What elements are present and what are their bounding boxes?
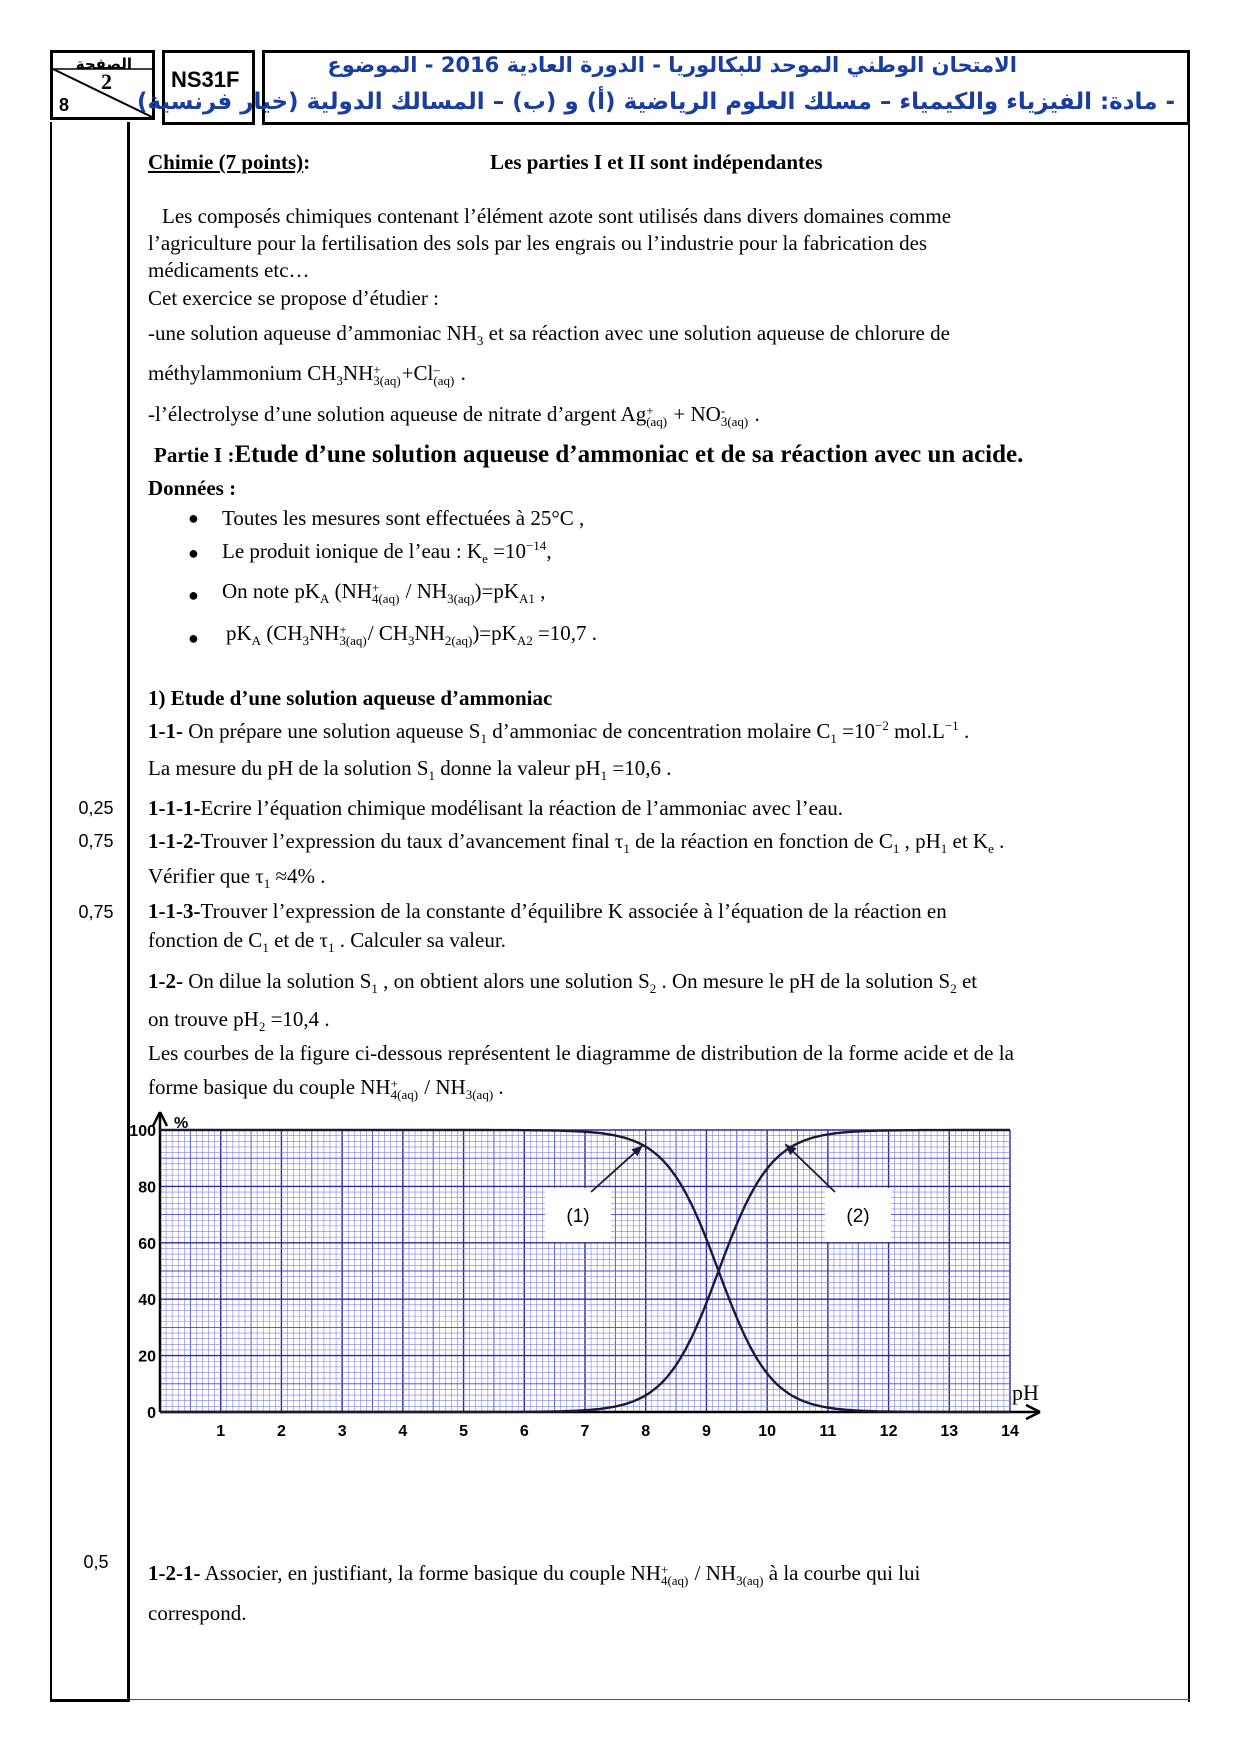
distribution-diagram: [129, 1108, 1175, 1488]
y-tick-label: 0: [147, 1405, 156, 1422]
points-q111: 0,25: [78, 798, 114, 818]
x-tick-label: 14: [1001, 1423, 1019, 1440]
x-tick-label: 1: [216, 1423, 226, 1440]
bullet-icon: ●: [188, 508, 199, 528]
intro-line-3: médicaments etc…: [148, 258, 310, 282]
q11-line1: 1-1- On prépare une solution aqueuse $S_1$ d’ammoniac de concentration molaire $C_1 =10^{-2}$ $mol.L^{-1}$ .: [148, 718, 970, 747]
section-title: Chimie (7 points):: [148, 150, 311, 174]
donnee-3: On note $pK_A$ (NH+ $4(aq) / NH_{3(aq)})=pK_{A1}$ ,: [222, 579, 546, 607]
x-tick-label: 2: [276, 1423, 286, 1440]
q11-line2: La mesure du pH de la solution $S_1$ donne la valeur $pH_1 =10,6$ .: [148, 756, 672, 784]
page-number: 2: [101, 69, 112, 94]
right-border: [1188, 122, 1190, 1702]
bullet-icon: ●: [188, 543, 199, 563]
x-tick-label: 11: [819, 1423, 837, 1440]
q111: 1-1-1-Ecrire l’équation chimique modélisant la réaction de l’ammoniac avec l’eau.: [148, 796, 844, 820]
q112-line2: Vérifier que $\tau_1 \approx 4\%$ .: [148, 864, 326, 892]
exam-code: NS31F: [171, 67, 240, 92]
heading-q1: 1) Etude d’une solution aqueuse d’ammoniac: [148, 686, 553, 710]
donnee-4: $pK_A$ ($CH_3NH+$ 3(aq)/ $CH_3NH_{2(aq)})=pK_{A2} =10,7$ .: [226, 621, 598, 649]
q12-para1: Les courbes de la figure ci-dessous représentent le diagramme de distribution de la forme acide et de la: [148, 1041, 1014, 1065]
x-tick-label: 10: [758, 1423, 777, 1440]
y-axis-label: %: [174, 1115, 189, 1132]
page-label: الصفحة: [75, 55, 132, 73]
x-axis-label: pH: [1012, 1380, 1039, 1405]
x-tick-label: 13: [940, 1423, 959, 1440]
q121-line1: 1-2-1- Associer, en justifiant, la forme basique du couple NH+ $4(aq) / NH_{3(aq)}$ à la courbe qui lui: [148, 1561, 921, 1589]
y-tick-label: 20: [138, 1348, 156, 1366]
y-tick-label: 80: [138, 1179, 156, 1197]
q12-line2: on trouve $pH_2 =10,4$ .: [148, 1007, 330, 1035]
x-tick-label: 12: [879, 1423, 898, 1440]
q113-line2: fonction de $C_1$ et de $\tau_1$ . Calculer sa valeur.: [148, 928, 506, 956]
x-tick-label: 6: [519, 1423, 529, 1440]
bullet-icon: ●: [188, 585, 199, 605]
donnee-2: Le produit ionique de l’eau : $K_e =10^{-14}$,: [222, 538, 552, 567]
x-tick-label: 7: [580, 1423, 590, 1440]
intro-line-4: Cet exercice se propose d’étudier :: [148, 286, 439, 310]
y-tick-label: 100: [129, 1123, 156, 1140]
q121-line2: correspond.: [148, 1601, 247, 1625]
y-tick-label: 40: [138, 1292, 156, 1310]
intro-item-1: -une solution aqueuse d’ammoniac $NH_3$ et sa réaction avec une solution aqueuse de chlorure de: [148, 321, 950, 349]
points-q121: 0,5: [83, 1552, 109, 1572]
donnee-1: Toutes les mesures sont effectuées à 25°C ,: [222, 506, 585, 530]
page-total: 8: [59, 95, 70, 115]
intro-line-1: Les composés chimiques contenant l’élément azote sont utilisés dans divers domaines comme: [162, 204, 952, 228]
x-tick-label: 5: [459, 1423, 469, 1440]
q112-line1: 1-1-2-Trouver l’expression du taux d’avancement final $\tau_1$ de la réaction en fonction de $C_1$ , $pH_1$ et $K_e$ .: [148, 829, 1005, 857]
callout-label-2: (2): [846, 1206, 870, 1227]
section-subtitle: Les parties I et II sont indépendantes: [490, 150, 823, 174]
points-q113: 0,75: [78, 902, 114, 922]
bullet-icon: ●: [188, 628, 199, 648]
q113-line1: 1-1-3-Trouver l’expression de la constante d’équilibre K associée à l’équation de la réaction en: [148, 899, 947, 923]
q12-line1: 1-2- On dilue la solution $S_1$ , on obtient alors une solution $S_2$ . On mesure le pH de la solution $S_2$ et: [148, 969, 978, 997]
exam-title-line2: - مادة: الفيزياء والكيمياء – مسلك العلوم الرياضية (أ) و (ب) – المسالك الدولية (خيار فرنسية): [136, 89, 1175, 115]
x-tick-label: 9: [701, 1423, 711, 1440]
points-q112: 0,75: [78, 831, 114, 851]
intro-line-2: l’agriculture pour la fertilisation des sols par les engrais ou l’industrie pour la fabrication des: [148, 231, 928, 255]
donnees-label: Données :: [148, 476, 237, 500]
x-tick-label: 3: [337, 1423, 347, 1440]
bottom-border: [130, 1699, 1190, 1700]
q12-para2: forme basique du couple NH+ $4(aq) / NH_{3(aq)}$ .: [148, 1075, 504, 1103]
chart-grid: [160, 1130, 1010, 1412]
y-tick-label: 60: [138, 1235, 156, 1253]
intro-item-2: -l’électrolyse d’une solution aqueuse de nitrate d’argent Ag+ (aq) + NO- 3(aq) .: [148, 402, 760, 430]
exam-title-line1: الامتحان الوطني الموحد للبكالوريا - الدورة العادية 2016 - الموضوع: [327, 53, 1017, 77]
callout-label-1: (1): [566, 1206, 590, 1227]
partie1-heading: Partie I :Etude d’une solution aqueuse d’ammoniac et de sa réaction avec un acide.: [154, 441, 1024, 468]
intro-item-1-cont: méthylammonium $CH_3NH+$ 3(aq)+Cl– (aq) .: [148, 361, 466, 389]
x-tick-label: 4: [398, 1423, 408, 1440]
x-tick-label: 8: [641, 1423, 651, 1440]
